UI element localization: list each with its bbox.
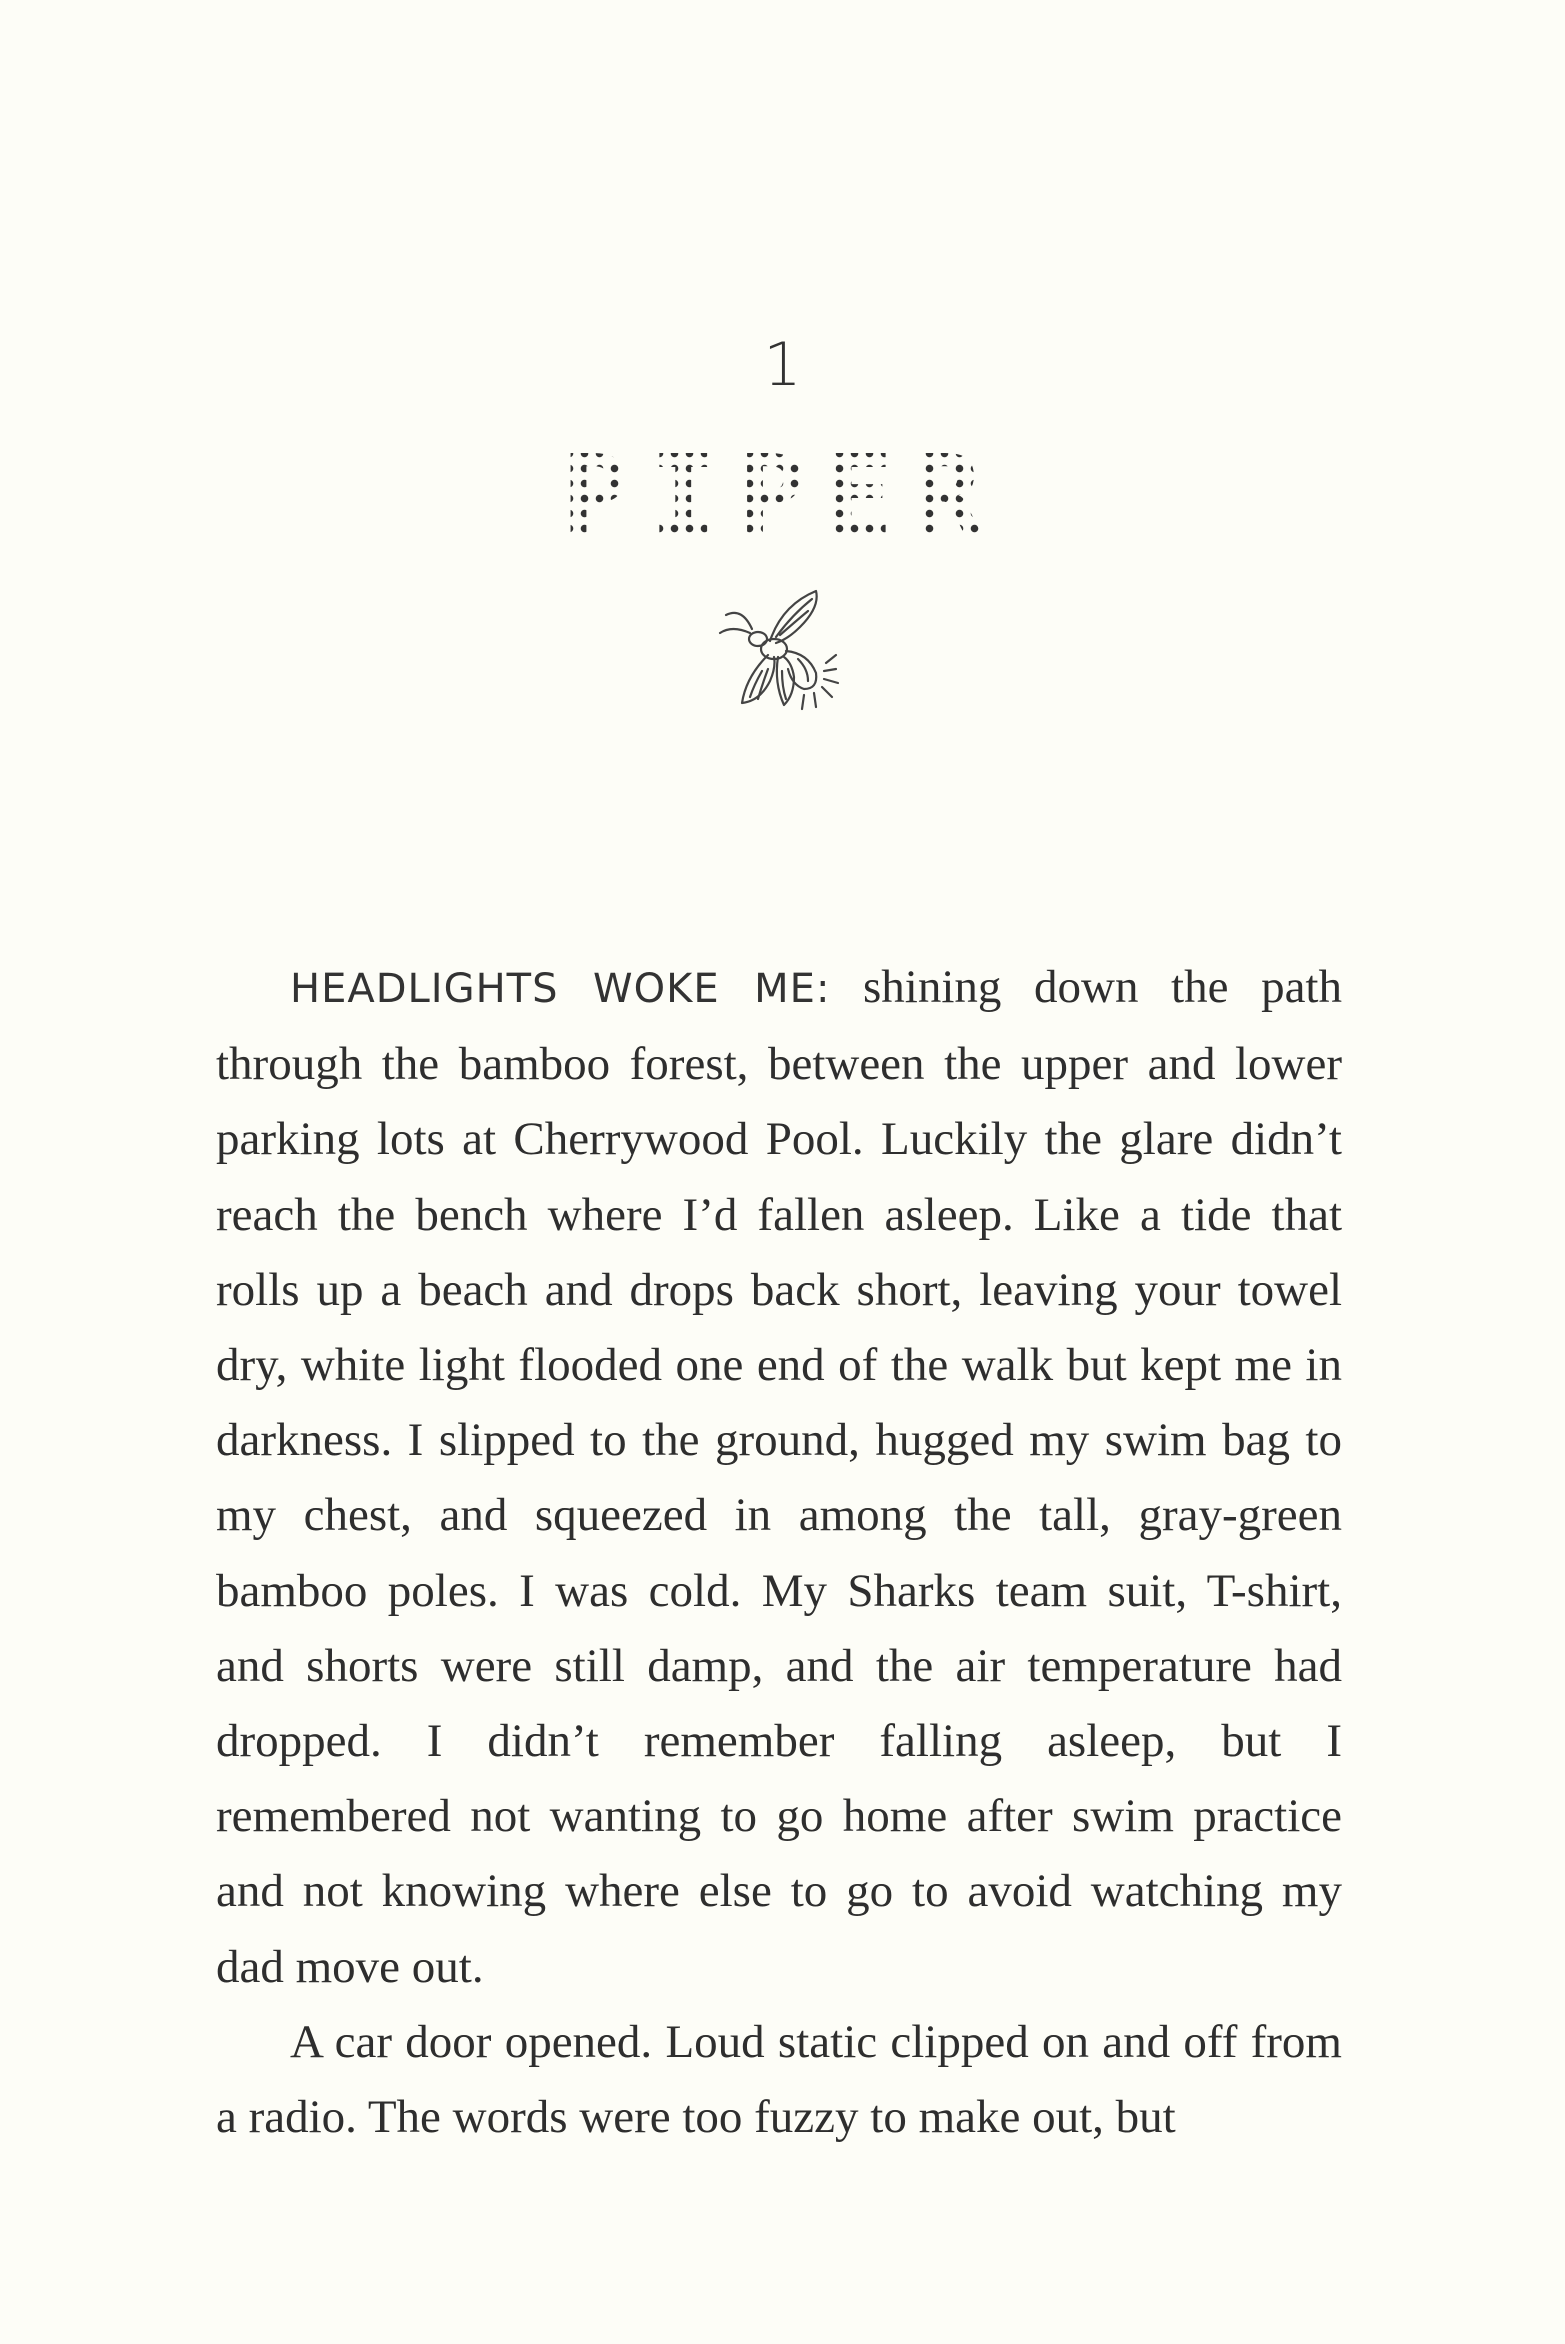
- paragraph-1: [216, 950, 1342, 2005]
- chapter-title: [0, 431, 1565, 559]
- paragraph-2: [216, 2005, 1342, 2155]
- firefly-icon: [712, 585, 852, 720]
- chapter-number: 1: [763, 330, 802, 400]
- paragraph-text: A car door opened. Loud static clipped on and off from a radio. The words were too fuzzy to make out, but: [216, 2015, 1342, 2144]
- paragraph-lead: HEADLIGHTS WOKE ME:: [290, 966, 831, 1012]
- body-text: [216, 950, 1342, 2155]
- chapter-title-text: PIPER: [561, 431, 1004, 559]
- paragraph-text: shining down the path through the bamboo forest, between the upper and lower parking lots at Cherrywood Pool. Luckily the glare didn’t reach the bench where I’d fallen asleep. Like a tide that rolls up a beach and drops back short, leaving your towel dry, white light flooded one end of the walk but kept me in darkness. I slipped to the ground, hugged my swim bag to my chest, and squeezed in among the tall, gray-green bamboo poles. I was cold. My Sharks team suit, T-shirt, and shorts were still damp, and the air temperature had dropped. I didn’t remember falling asleep, but I remembered not wanting to go home after swim practice and not knowing where else to go to avoid watching my dad move out.: [216, 961, 1342, 1993]
